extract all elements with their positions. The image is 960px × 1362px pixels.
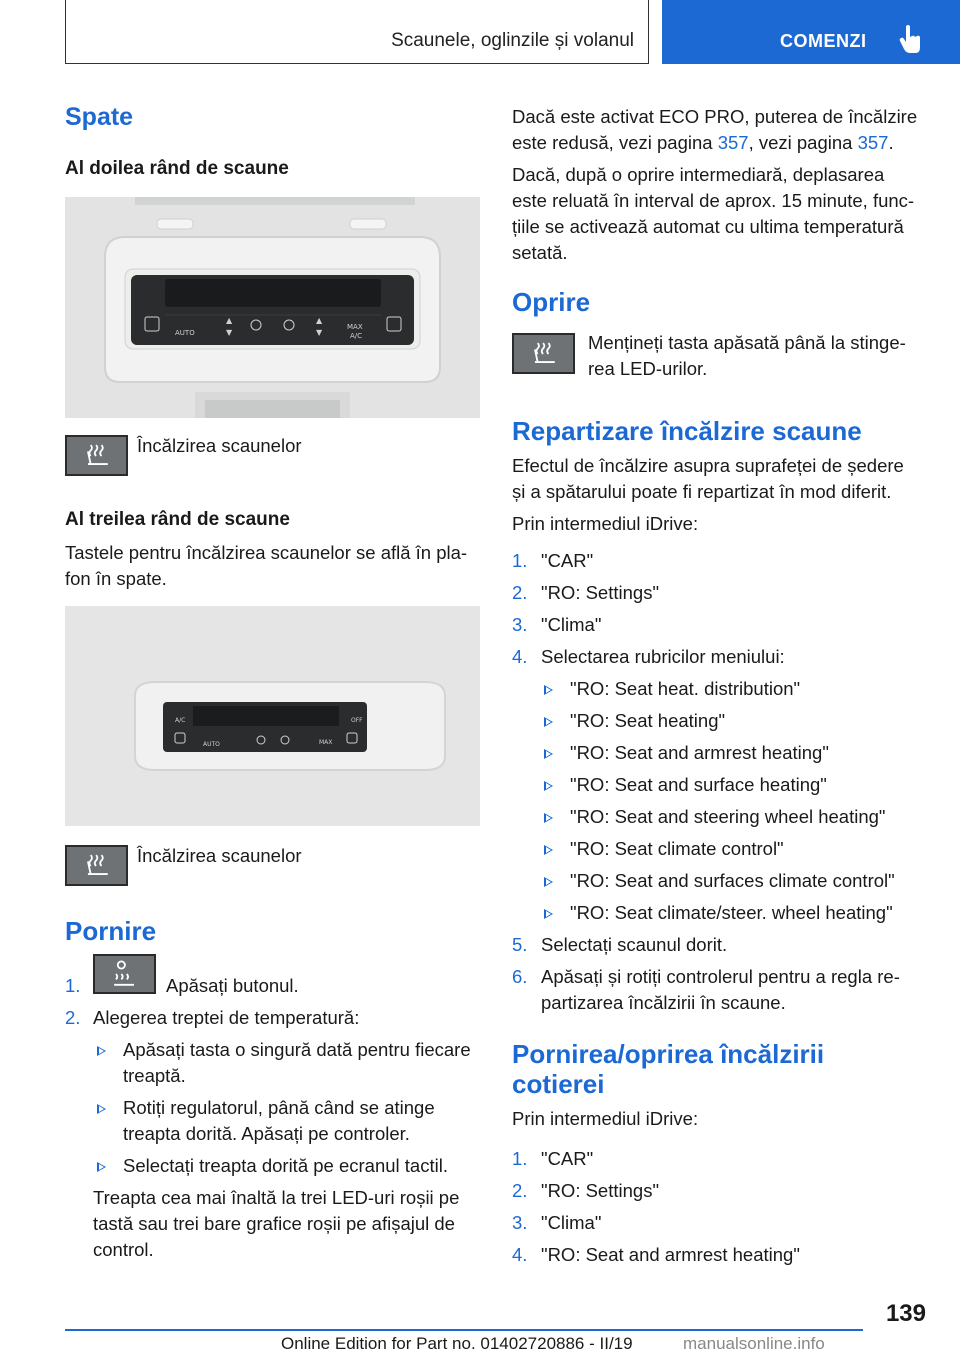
triangle-bullet-icon — [544, 845, 553, 855]
heading-oprire: Oprire — [512, 287, 591, 317]
svg-text:OFF: OFF — [351, 717, 363, 724]
via-idrive-text: Prin intermediul iDrive: — [512, 513, 699, 534]
list-item: Apăsați și rotiți controlerul pentru a regla re- — [541, 966, 900, 987]
row3-text-line2: fon în spate. — [65, 568, 167, 589]
section-label: COMENZI — [780, 31, 867, 51]
triangle-bullet-icon — [544, 877, 553, 887]
menu-item: "RO: Seat heating" — [570, 710, 726, 731]
menu-item: "RO: Seat climate/steer. wheel heating" — [570, 902, 893, 923]
list-number: 3. — [512, 1212, 528, 1233]
heading-cotiera: Pornirea/oprirea încălzirii — [512, 1039, 825, 1069]
eco-text-line2: este redusă, vezi pagina 357, vezi pagina 357. — [512, 132, 894, 153]
hand-pointer-icon — [899, 24, 923, 54]
svg-text:▲: ▲ — [226, 316, 233, 325]
list-item: "RO: Settings" — [541, 1180, 660, 1201]
list-number: 1. — [512, 550, 528, 571]
list-item: "Clima" — [541, 1212, 602, 1233]
heading-spate: Spate — [65, 103, 134, 131]
list-number: 4. — [512, 1244, 528, 1265]
page-link[interactable]: 357 — [857, 132, 889, 153]
svg-text:A/C: A/C — [175, 717, 186, 724]
list-number: 6. — [512, 966, 528, 987]
list-item: Selectați scaunul dorit. — [541, 934, 728, 955]
seat-fan-button-icon — [93, 954, 156, 994]
list-number: 2. — [512, 582, 528, 603]
svg-text:AUTO: AUTO — [203, 741, 220, 748]
svg-text:MAX: MAX — [347, 323, 363, 331]
list-item: "CAR" — [541, 550, 594, 571]
list-item: "Clima" — [541, 614, 602, 635]
caption-seat-heating-1: Încălzirea scaunelor — [137, 435, 302, 456]
caption-seat-heating-2: Încălzirea scaunelor — [137, 845, 302, 866]
step1-text: Apăsați butonul. — [166, 975, 299, 996]
list-item: "RO: Seat and armrest heating" — [541, 1244, 800, 1265]
heading-row3: Al treilea rând de scaune — [65, 509, 290, 530]
menu-item: "RO: Seat and surface heating" — [570, 774, 827, 795]
triangle-bullet-icon — [97, 1104, 106, 1114]
heading-pornire: Pornire — [65, 916, 157, 946]
menu-item: "RO: Seat and steering wheel heating" — [570, 806, 886, 827]
list-number: 2. — [512, 1180, 528, 1201]
sub-item-text: treapta dorită. Apăsați pe controler. — [123, 1123, 410, 1144]
rear-console-photo — [65, 197, 480, 418]
heading-row2: Al doilea rând de scaune — [65, 158, 289, 179]
triangle-bullet-icon — [97, 1162, 106, 1172]
chapter-header — [65, 0, 649, 64]
eco-text-line1: Dacă este activat ECO PRO, puterea de încălzire — [512, 106, 918, 127]
page-link[interactable]: 357 — [717, 132, 749, 153]
list-number: 4. — [512, 646, 528, 667]
sub-item-text: treaptă. — [123, 1065, 186, 1086]
page-number: 139 — [885, 1300, 926, 1327]
row3-text-line1: Tastele pentru încălzirea scaunelor se află în pla- — [65, 542, 468, 563]
svg-text:▼: ▼ — [316, 328, 323, 337]
ceiling-panel-photo — [65, 606, 480, 826]
oprire-text: Mențineți tasta apăsată până la stinge- — [588, 332, 906, 353]
svg-text:▼: ▼ — [226, 328, 233, 337]
watermark: manualsonline.info — [683, 1334, 825, 1353]
triangle-bullet-icon — [544, 909, 553, 919]
rep-text: Efectul de încălzire asupra suprafeței de ședere — [512, 455, 904, 476]
list-number: 3. — [512, 614, 528, 635]
list-item: partizarea încălzirii în scaune. — [541, 992, 786, 1013]
heading-repartizare: Repartizare încălzire scaune — [512, 416, 862, 446]
step-number: 1. — [65, 975, 81, 996]
note-text: tastă sau trei bare grafice roșii pe afișajul de — [93, 1213, 455, 1234]
seat-heating-icon-2 — [65, 845, 128, 886]
chapter-title: Scaunele, oglinzile și volanul — [391, 30, 634, 51]
seat-heating-icon-3 — [512, 333, 575, 374]
section-tab[interactable] — [662, 0, 960, 64]
list-item: "RO: Settings" — [541, 582, 660, 603]
triangle-bullet-icon — [544, 781, 553, 791]
menu-item: "RO: Seat and surfaces climate control" — [570, 870, 895, 891]
rep-text: și a spătarului poate fi repartizat în mod diferit. — [512, 481, 892, 502]
seat-heating-icon — [65, 435, 128, 476]
list-number: 5. — [512, 934, 528, 955]
triangle-bullet-icon — [544, 717, 553, 727]
footer-divider — [65, 1329, 863, 1331]
triangle-bullet-icon — [544, 813, 553, 823]
oprire-text: rea LED-urilor. — [588, 358, 708, 379]
svg-text:AUTO: AUTO — [175, 329, 195, 337]
svg-text:MAX: MAX — [319, 739, 333, 746]
sub-item-text: Selectați treapta dorită pe ecranul tactil. — [123, 1155, 448, 1176]
note-text: control. — [93, 1239, 154, 1260]
svg-text:A/C: A/C — [350, 332, 363, 340]
menu-item: "RO: Seat and armrest heating" — [570, 742, 829, 763]
svg-text:▲: ▲ — [316, 316, 323, 325]
resume-text: țiile se activează automat cu ultima temperatură — [512, 216, 904, 237]
edition-text: Online Edition for Part no. 01402720886 - II/19 — [281, 1334, 633, 1353]
menu-item: "RO: Seat heat. distribution" — [570, 678, 801, 699]
via-idrive-text: Prin intermediul iDrive: — [512, 1108, 699, 1129]
triangle-bullet-icon — [544, 685, 553, 695]
resume-text: Dacă, după o oprire intermediară, deplasarea — [512, 164, 885, 185]
resume-text: este reluată în interval de aprox. 15 minute, func- — [512, 190, 915, 211]
list-item: "CAR" — [541, 1148, 594, 1169]
step2-text: Alegerea treptei de temperatură: — [93, 1007, 360, 1028]
triangle-bullet-icon — [97, 1046, 106, 1056]
note-text: Treapta cea mai înaltă la trei LED-uri roșii pe — [93, 1187, 460, 1208]
heading-cotiera-line2: cotierei — [512, 1069, 605, 1099]
menu-item: "RO: Seat climate control" — [570, 838, 784, 859]
resume-text: setată. — [512, 242, 568, 263]
step-number: 2. — [65, 1007, 81, 1028]
list-number: 1. — [512, 1148, 528, 1169]
sub-item-text: Apăsați tasta o singură dată pentru fiecare — [123, 1039, 471, 1060]
triangle-bullet-icon — [544, 749, 553, 759]
sub-item-text: Rotiți regulatorul, până când se atinge — [123, 1097, 435, 1118]
list-item: Selectarea rubricilor meniului: — [541, 646, 785, 667]
